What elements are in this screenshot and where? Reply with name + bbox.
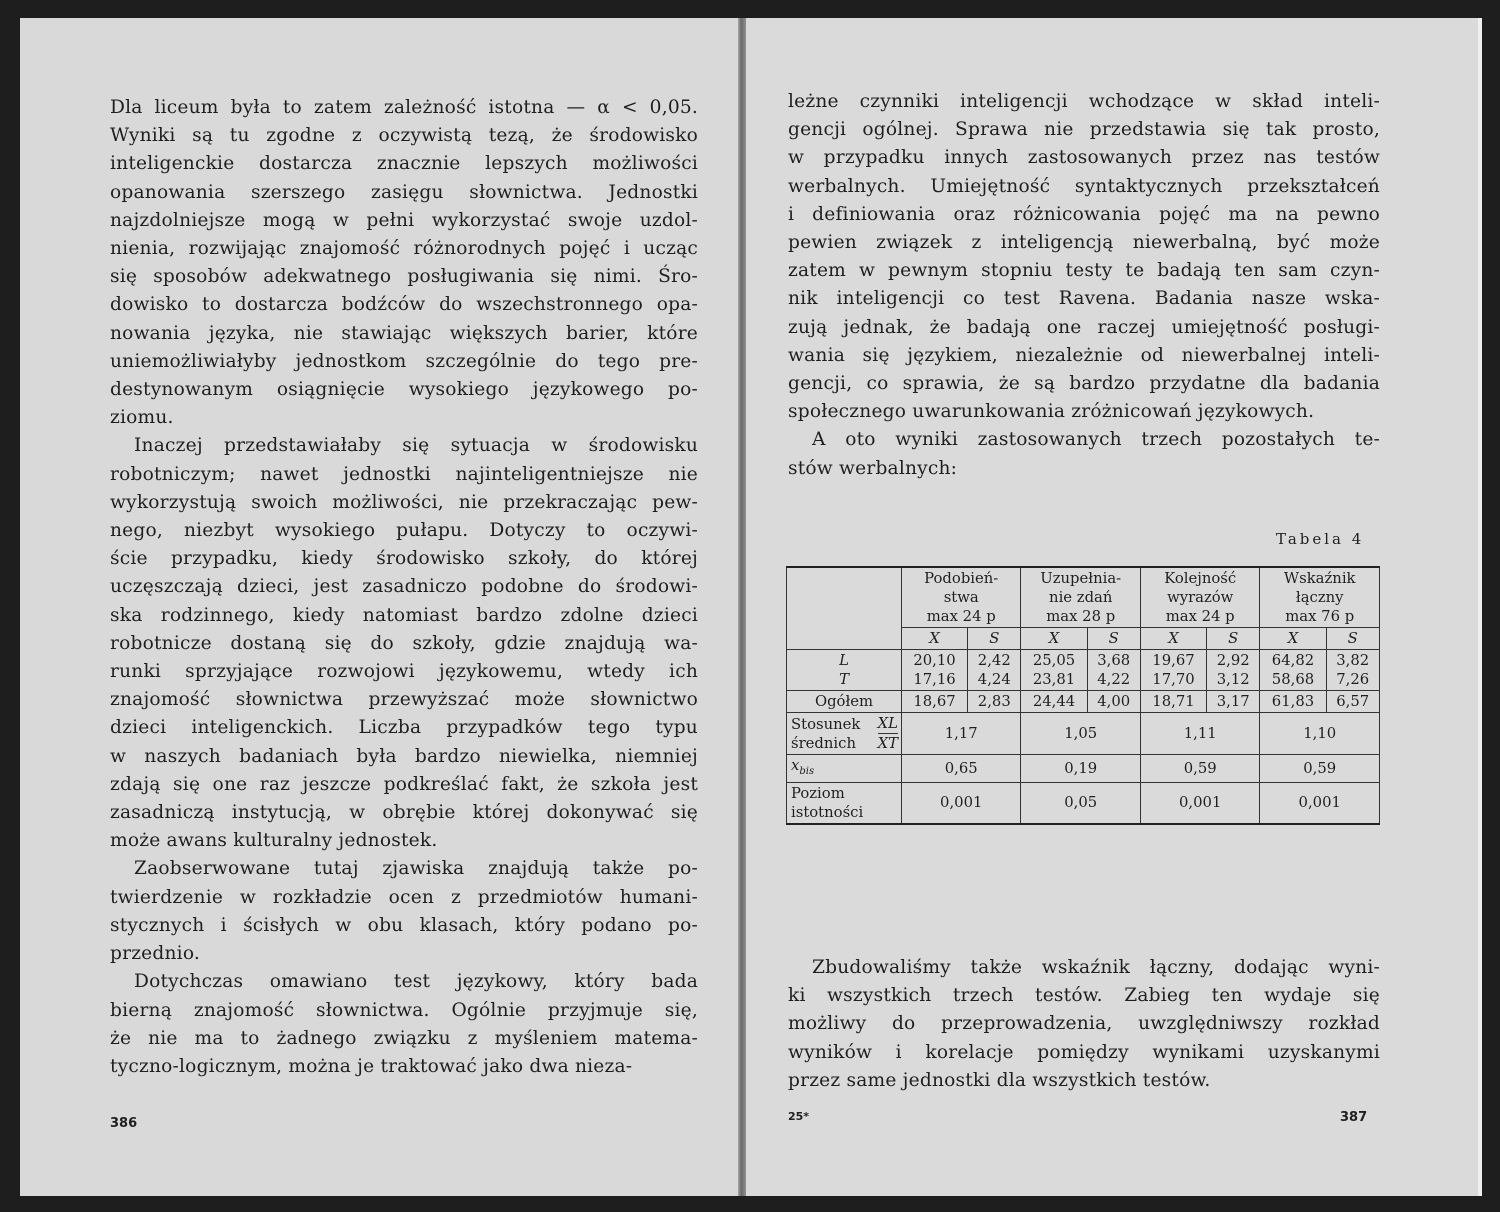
page-number-left: 386 bbox=[110, 1116, 138, 1131]
cell: 18,71 bbox=[1140, 691, 1206, 713]
fraction-denominator: XT bbox=[877, 735, 898, 752]
text-line: stycznych i ścisłych w obu klasach, który podano po- bbox=[110, 914, 698, 936]
text-line: w naszych badaniach była bardzo niewielka, niemniej bbox=[110, 745, 698, 767]
text-line: gencji ogólnej. Sprawa nie przedstawia się tak prosto, bbox=[788, 119, 1380, 141]
text-line: robotniczym; nawet jednostki najinteligentniejsze nie bbox=[110, 463, 698, 485]
text-line: zatem w pewnym stopniu testy te badają ten sam czyn- bbox=[788, 260, 1380, 282]
text-line: Inaczej przedstawiałaby się sytuacja w środowisku bbox=[134, 435, 698, 457]
cell-t: 4,24 bbox=[977, 671, 1011, 688]
page-number-right: 387 bbox=[1340, 1110, 1368, 1125]
cell: 2,83 bbox=[968, 691, 1021, 713]
text-line: pewien związek z inteligencją niewerbalną, być może bbox=[788, 232, 1380, 254]
table-row-level bbox=[787, 782, 1380, 824]
text-line: robotnicze dostaną się do szkoły, gdzie znajdują wa- bbox=[110, 632, 698, 654]
text-line: możliwy do przeprowadzenia, uwzględniwszy rozkład bbox=[788, 1013, 1380, 1035]
cell bbox=[1087, 650, 1140, 691]
cell bbox=[1021, 650, 1087, 691]
row-label-l: L bbox=[839, 652, 849, 669]
row-label-lt bbox=[787, 650, 902, 691]
cell: 0,05 bbox=[1021, 782, 1140, 824]
cell bbox=[1326, 650, 1380, 691]
left-page bbox=[20, 18, 738, 1196]
text-line: wyników i korelacje pomiędzy wynikami uzyskanymi bbox=[788, 1041, 1380, 1063]
header-line: Kolejność bbox=[1164, 570, 1237, 587]
row-label-t: T bbox=[839, 671, 849, 688]
cell-t: 23,81 bbox=[1032, 671, 1076, 688]
text-line: w przypadku innych zastosowanych przez nas testów bbox=[788, 147, 1380, 169]
header-line: Wskaźnik bbox=[1283, 570, 1356, 587]
cell: 4,00 bbox=[1087, 691, 1140, 713]
cell: 6,57 bbox=[1326, 691, 1380, 713]
ratio-word: Stosunek bbox=[791, 715, 861, 733]
cell-t: 58,68 bbox=[1271, 671, 1315, 688]
right-text-column-bottom bbox=[788, 954, 1380, 1095]
text-line: opanowania szerszego zasięgu słownictwa. Jednostki bbox=[110, 181, 698, 203]
text-line: najzdolniejsze mogą w pełni wykorzystać swoje uzdol- bbox=[110, 209, 698, 231]
text-line: znajomość słownictwa przewyższać może słownictwo bbox=[110, 689, 698, 711]
table-row-lt bbox=[787, 650, 1380, 691]
subheader-x: X bbox=[902, 628, 968, 650]
cell-t: 17,16 bbox=[913, 671, 956, 688]
cell: 1,05 bbox=[1021, 713, 1140, 755]
text-line: uczęszczają dzieci, jest zasadniczo podobne do środowi- bbox=[110, 576, 698, 598]
cell: 0,001 bbox=[902, 782, 1021, 824]
header-line: max 24 p bbox=[926, 608, 996, 625]
text-line: ska rodzinnego, kiedy natomiast bardzo zdolne dzieci bbox=[110, 604, 698, 626]
text-line: przez same jednostki dla wszystkich testów. bbox=[788, 1069, 1211, 1091]
header-line: Uzupełnia- bbox=[1040, 570, 1122, 587]
cell-l: 19,67 bbox=[1152, 652, 1195, 669]
header-line: Podobień- bbox=[924, 570, 999, 587]
table-row-xbis bbox=[787, 755, 1380, 783]
cell: 1,11 bbox=[1140, 713, 1259, 755]
xbis-subscript: bis bbox=[799, 765, 815, 777]
cell: 0,19 bbox=[1021, 755, 1140, 783]
cell: 3,17 bbox=[1207, 691, 1260, 713]
header-line: max 76 p bbox=[1285, 608, 1355, 625]
subheader-x: X bbox=[1140, 628, 1206, 650]
text-line: się sposobów adekwatnego posługiwania się nimi. Śro- bbox=[110, 266, 698, 288]
text-line: twierdzenie w rozkładzie ocen z przedmiotów humani- bbox=[110, 886, 698, 908]
subheader-x: X bbox=[1260, 628, 1326, 650]
right-text-column-top bbox=[788, 88, 1380, 483]
cell bbox=[1260, 650, 1326, 691]
cell: 0,001 bbox=[1260, 782, 1380, 824]
subheader-x: X bbox=[1021, 628, 1087, 650]
level-word: Poziom bbox=[791, 784, 845, 802]
ratio-words bbox=[791, 715, 860, 753]
text-line: ście przypadku, kiedy środowisko szkoły, do której bbox=[110, 548, 698, 570]
book-gutter bbox=[738, 18, 746, 1196]
text-line: ki wszystkich trzech testów. Zabieg ten wydaje się bbox=[788, 985, 1380, 1007]
table-header-row bbox=[787, 567, 1380, 628]
text-line: destynowanym osiągnięcie wysokiego językowego po- bbox=[110, 379, 698, 401]
text-line: przednio. bbox=[110, 943, 200, 965]
row-label-ratio bbox=[787, 713, 902, 755]
text-line: nowania języka, nie stawiając większych barier, które bbox=[110, 322, 698, 344]
cell-t: 3,12 bbox=[1216, 671, 1250, 688]
header-uzupelnianie bbox=[1021, 567, 1140, 628]
cell-l: 2,92 bbox=[1216, 652, 1250, 669]
text-line: dowisko to dostarcza bodźców do wszechstronnego opa- bbox=[110, 294, 698, 316]
text-line: leżne czynniki inteligencji wchodzące w skład inteli- bbox=[788, 91, 1380, 112]
text-line: zują jednak, że badają one raczej umiejętność posługi- bbox=[788, 316, 1380, 338]
ratio-fraction bbox=[878, 714, 898, 753]
cell-t: 7,26 bbox=[1336, 671, 1370, 688]
cell: 0,59 bbox=[1140, 755, 1259, 783]
cell: 24,44 bbox=[1021, 691, 1087, 713]
cell-l: 3,68 bbox=[1097, 652, 1131, 669]
row-label-level bbox=[787, 782, 902, 824]
ratio-label bbox=[791, 714, 898, 753]
text-line: stów werbalnych: bbox=[788, 457, 958, 479]
page-edge bbox=[1478, 18, 1482, 1196]
text-line: Dotychczas omawiano test językowy, który bada bbox=[134, 971, 698, 993]
subheader-s: S bbox=[1207, 628, 1260, 650]
header-line: nie zdań bbox=[1049, 589, 1113, 606]
table-row-ratio bbox=[787, 713, 1380, 755]
text-line: społecznego uwarunkowania zróżnicowań językowych. bbox=[788, 401, 1315, 423]
text-line: wykorzystują swoich możliwości, nie przekraczając pew- bbox=[110, 491, 698, 513]
text-line: Dla liceum była to zatem zależność istotna — α < 0,05. bbox=[110, 97, 698, 118]
header-line: stwa bbox=[943, 589, 979, 606]
cell bbox=[1207, 650, 1260, 691]
text-line: wania się językiem, niezależnie od niewerbalnej inteli- bbox=[788, 344, 1380, 366]
header-line: wyrazów bbox=[1167, 589, 1234, 606]
row-label-xbis bbox=[787, 755, 902, 783]
text-line: może awans kulturalny jednostek. bbox=[110, 830, 438, 852]
text-line: gencji, co sprawia, że są bardzo przydatne dla badania bbox=[788, 373, 1380, 395]
cell: 0,65 bbox=[902, 755, 1021, 783]
cell-l: 2,42 bbox=[977, 652, 1011, 669]
cell: 18,67 bbox=[902, 691, 968, 713]
text-line: nego, niezbyt wysokiego pułapu. Dotyczy to oczywi- bbox=[110, 520, 698, 542]
table-caption: Tabela 4 bbox=[1276, 530, 1365, 548]
subheader-s: S bbox=[1326, 628, 1380, 650]
cell-l: 3,82 bbox=[1336, 652, 1370, 669]
cell-t: 4,22 bbox=[1097, 671, 1131, 688]
right-page bbox=[746, 18, 1478, 1196]
cell: 61,83 bbox=[1260, 691, 1326, 713]
table-row-total bbox=[787, 691, 1380, 713]
subheader-s: S bbox=[1087, 628, 1140, 650]
text-line: ziomu. bbox=[110, 407, 174, 429]
text-line: Wyniki są tu zgodne z oczywistą tezą, że środowisko bbox=[110, 125, 698, 147]
header-line: max 28 p bbox=[1046, 608, 1116, 625]
text-line: werbalnych. Umiejętność syntaktycznych przekształceń bbox=[788, 175, 1380, 197]
xbis-symbol: x bbox=[791, 757, 800, 774]
header-wskaznik bbox=[1260, 567, 1380, 628]
header-kolejnosc bbox=[1140, 567, 1259, 628]
text-line: że nie ma to żadnego związku z myśleniem matema- bbox=[110, 1027, 698, 1049]
row-label-total: Ogółem bbox=[787, 691, 902, 713]
text-line: tyczno-logicznym, można je traktować jako dwa nieza- bbox=[110, 1055, 633, 1077]
fraction-numerator: XL bbox=[877, 715, 898, 732]
cell: 0,59 bbox=[1260, 755, 1380, 783]
text-line: zasadniczą instytucją, w obrębie której dokonywać się bbox=[110, 802, 698, 824]
table-corner-cell bbox=[787, 567, 902, 650]
cell-l: 64,82 bbox=[1271, 652, 1315, 669]
text-line: inteligenckie dostarcza znacznie lepszych możliwości bbox=[110, 153, 698, 175]
left-text-column bbox=[110, 94, 698, 1081]
header-podobienstwa bbox=[902, 567, 1021, 628]
cell-l: 20,10 bbox=[913, 652, 956, 669]
cell bbox=[1140, 650, 1206, 691]
text-line: bierną znajomość słownictwa. Ogólnie przyjmuje się, bbox=[110, 999, 698, 1021]
level-word: istotności bbox=[791, 803, 864, 821]
cell-t: 17,70 bbox=[1152, 671, 1195, 688]
cell bbox=[902, 650, 968, 691]
text-line: nienia, rozwijając znajomość różnorodnych pojęć i ucząc bbox=[110, 238, 698, 260]
text-line: dzieci inteligenckich. Liczba przypadków tego typu bbox=[110, 717, 698, 739]
cell bbox=[968, 650, 1021, 691]
text-line: Zaobserwowane tutaj zjawiska znajdują także po- bbox=[134, 858, 698, 880]
signature-mark: 25* bbox=[788, 1110, 810, 1123]
cell-l: 25,05 bbox=[1032, 652, 1076, 669]
text-line: uniemożliwiałyby jednostkom szczególnie do tego pre- bbox=[110, 350, 698, 372]
cell: 1,17 bbox=[902, 713, 1021, 755]
header-line: max 24 p bbox=[1165, 608, 1235, 625]
header-line: łączny bbox=[1295, 589, 1344, 606]
text-line: Zbudowaliśmy także wskaźnik łączny, dodając wyni- bbox=[812, 957, 1380, 978]
ratio-word: średnich bbox=[791, 734, 856, 752]
text-line: zdają się one raz jeszcze podkreślać fakt, że szkoła jest bbox=[110, 773, 698, 795]
subheader-s: S bbox=[968, 628, 1021, 650]
text-line: runki sprzyjające rozwojowi językowemu, wtedy ich bbox=[110, 661, 698, 683]
cell: 0,001 bbox=[1140, 782, 1259, 824]
text-line: A oto wyniki zastosowanych trzech pozostałych te- bbox=[812, 429, 1380, 451]
cell: 1,10 bbox=[1260, 713, 1380, 755]
results-table bbox=[786, 566, 1380, 825]
text-line: i definiowania oraz różnicowania pojęć ma na pewno bbox=[788, 203, 1380, 225]
text-line: nik inteligencji co test Ravena. Badania nasze wska- bbox=[788, 288, 1380, 310]
